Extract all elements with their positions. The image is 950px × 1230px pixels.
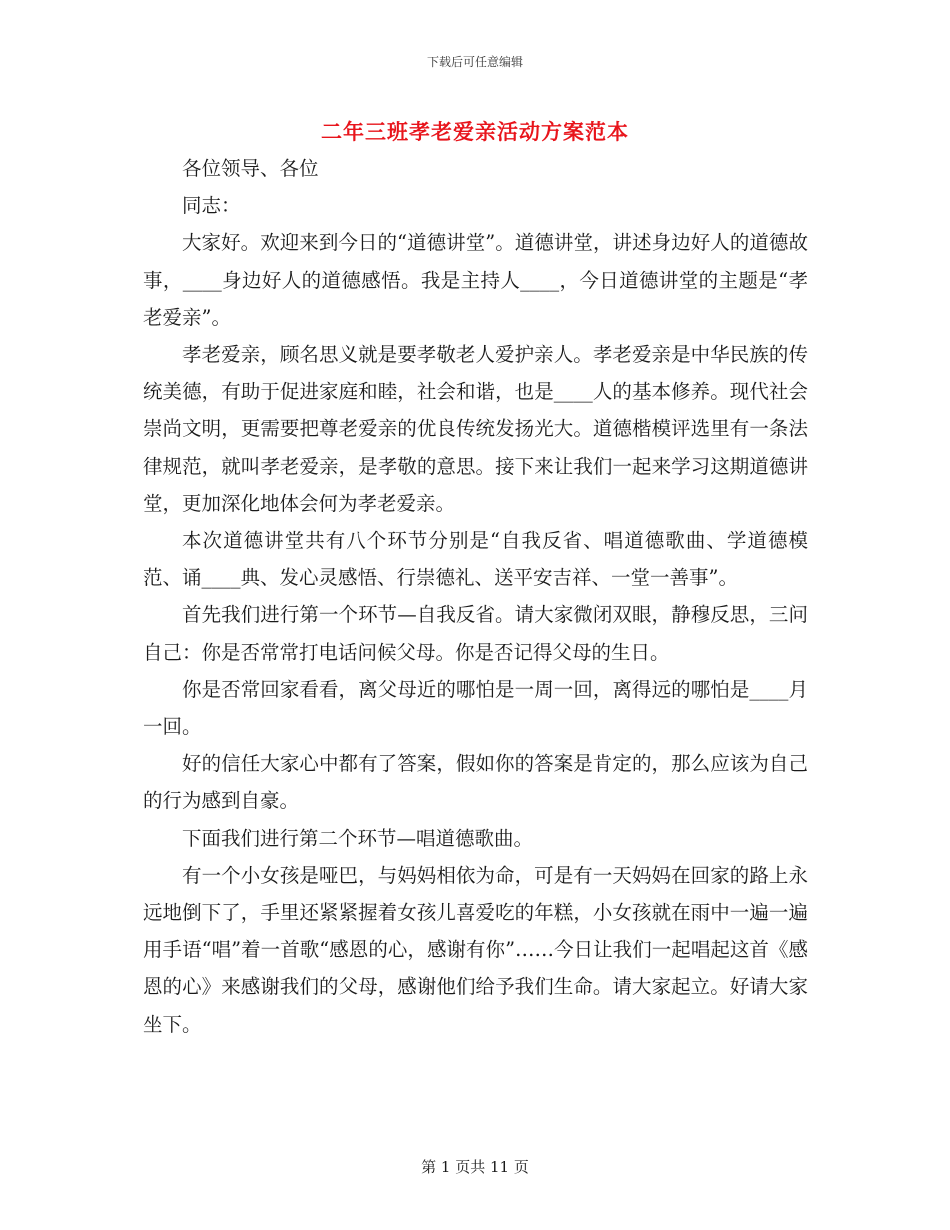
paragraph-intro: 孝老爱亲，顾名思义就是要孝敬老人爱护亲人。孝老爱亲是中华民族的传统美德，有助于促进家庭和睦，社会和谐，也是____人的基本修养。现代社会崇尚文明，更需要把尊老爱亲的优良传统发扬光大。道德楷模评选里有一条法律规范，就叫孝老爱亲，是孝敬的意思。接下来让我们一起来学习这期道德讲堂，更加深化地体会何为孝老爱亲。 — [143, 343, 808, 515]
paragraph-sections: 本次道德讲堂共有八个环节分别是“自我反省、唱道德歌曲、学道德模范、诵____典、发心灵感悟、行崇德礼、送平安吉祥、一堂一善事”。 — [143, 529, 808, 590]
page-header-note: 下载后可任意编辑 — [426, 55, 523, 69]
paragraph-section-one: 首先我们进行第一个环节—自我反省。请大家微闭双眼，静穆反思，三问自己：你是否常常打电话问候父母。你是否记得父母的生日。 — [143, 603, 808, 664]
paragraph-section-two: 下面我们进行第二个环节—唱道德歌曲。 — [182, 826, 534, 850]
page-footer-number: 第 1 页共 11 页 — [421, 1158, 529, 1176]
paragraph-welcome: 大家好。欢迎来到今日的“道德讲堂”。道德讲堂，讲述身边好人的道德故事，____身边好人的道德感悟。我是主持人____，今日道德讲堂的主题是“孝老爱亲”。 — [143, 231, 808, 329]
paragraph-questions: 你是否常回家看看，离父母近的哪怕是一周一回，离得远的哪怕是____月一回。 — [143, 677, 808, 739]
document-title: 二年三班孝老爱亲活动方案范本 — [321, 119, 629, 144]
paragraph-story: 有一个小女孩是哑巴，与妈妈相依为命，可是有一天妈妈在回家的路上永远地倒下了，手里还紧紧握着女孩儿喜爱吃的年糕，小女孩就在雨中一遍一遍用手语“唱”着一首歌“感恩的心，感谢有你”……今日让我们一起唱起这首《感恩的心》来感谢我们的父母，感谢他们给予我们生命。请大家起立。好请大家坐下。 — [143, 863, 808, 1036]
document-body — [143, 150, 808, 1043]
paragraph-salutation: 各位领导、各位 — [182, 157, 319, 180]
paragraph-answer: 好的信任大家心中都有了答案，假如你的答案是肯定的，那么应该为自己的行为感到自豪。 — [143, 752, 808, 813]
paragraph-salutation-cont: 同志： — [182, 194, 241, 218]
